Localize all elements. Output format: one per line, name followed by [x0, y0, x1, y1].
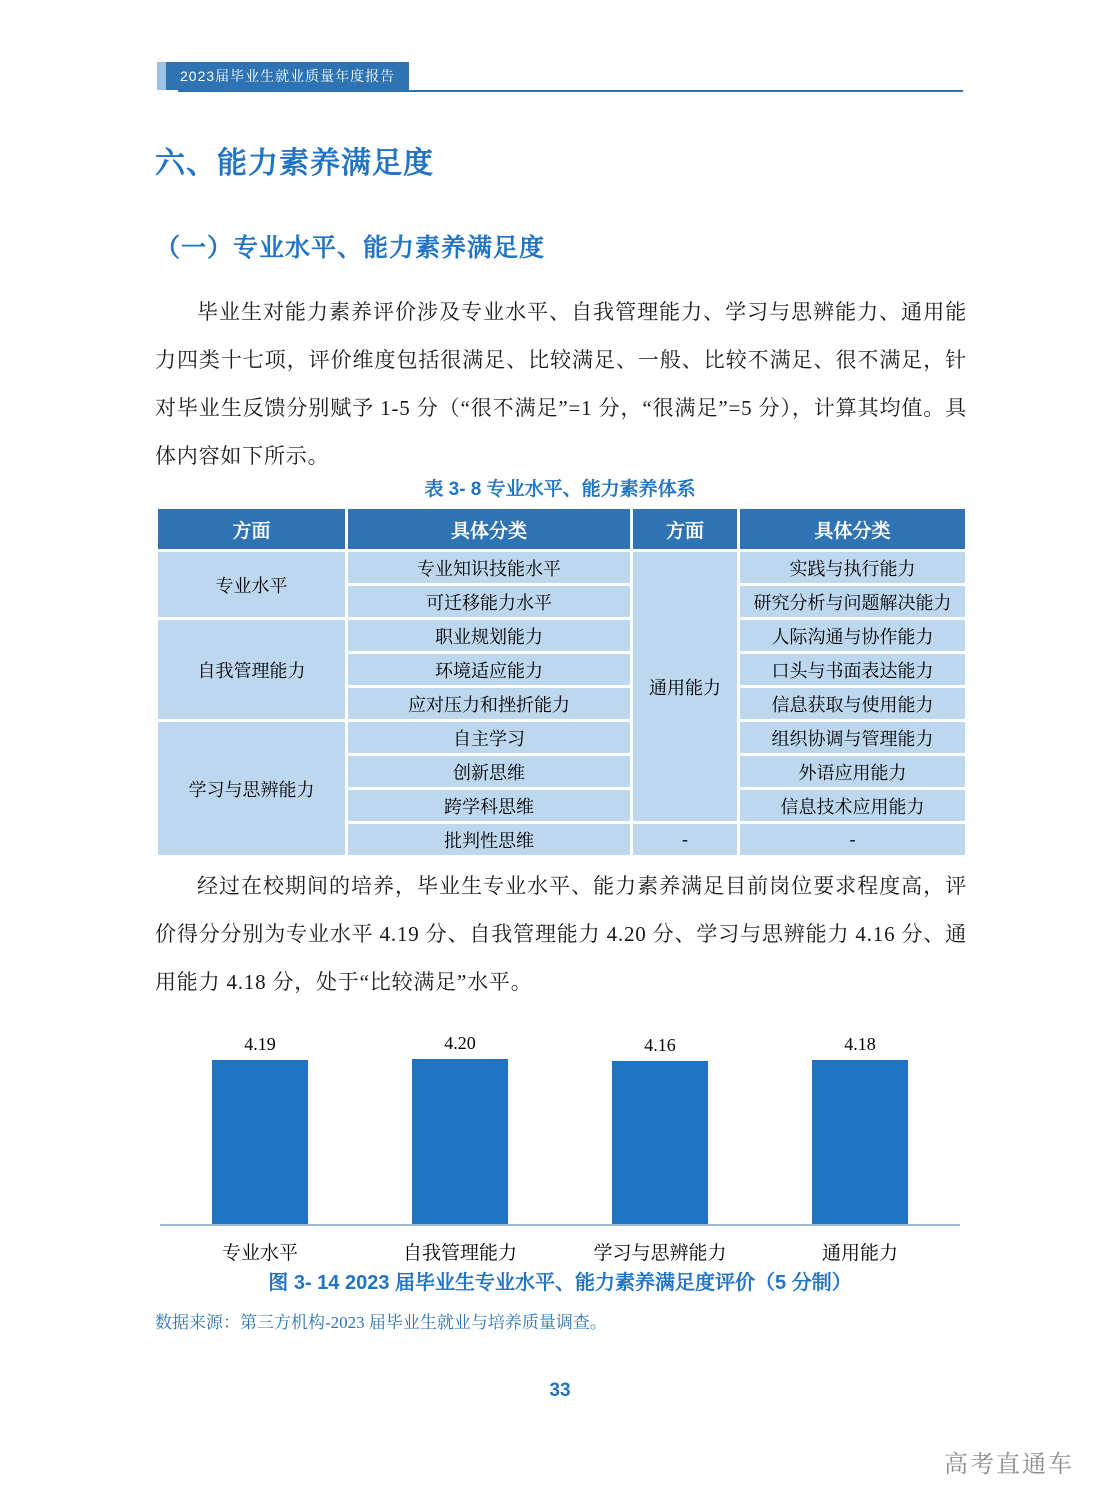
figure-caption: 图 3- 14 2023 届毕业生专业水平、能力素养满足度评价（5 分制） — [268, 1272, 852, 1294]
paragraph-results: 经过在校期间的培养，毕业生专业水平、能力素养满足目前岗位要求程度高，评价得分分别为专业水平 4.19 分、自我管理能力 4.20 分、学习与思辨能力 4.16 分、通用能力 4.18 分，处于“比较满足”水平。 — [155, 874, 967, 994]
page-header — [157, 62, 409, 90]
bar — [612, 1061, 708, 1224]
item-cell: 专业知识技能水平 — [347, 551, 632, 585]
chart-plot — [160, 1028, 960, 1226]
item-cell: 信息技术应用能力 — [739, 789, 967, 823]
table-header-row — [157, 508, 967, 551]
bar-value-label: 4.19 — [244, 1034, 276, 1054]
bar-value-label: 4.18 — [844, 1034, 876, 1054]
report-title-badge: 2023届毕业生就业质量年度报告 — [166, 62, 409, 90]
item-cell: - — [739, 823, 967, 857]
source-note: 数据来源：第三方机构-2023 届毕业生就业与培养质量调查。 — [155, 1313, 607, 1332]
bar-value-label: 4.20 — [444, 1033, 476, 1053]
item-cell: 创新思维 — [347, 755, 632, 789]
table-title: 表 3- 8 专业水平、能力素养体系 — [424, 479, 696, 500]
chart-labels — [160, 1238, 960, 1265]
item-cell: 环境适应能力 — [347, 653, 632, 687]
item-cell: 跨学科思维 — [347, 789, 632, 823]
header-accent-bar — [157, 62, 166, 90]
column-header-aspect-left: 方面 — [157, 508, 347, 551]
table-row — [157, 721, 967, 755]
capability-table — [155, 506, 968, 858]
header-rule — [178, 90, 963, 92]
column-header-aspect-right: 方面 — [632, 508, 739, 551]
item-cell: 研究分析与问题解决能力 — [739, 585, 967, 619]
item-cell: 信息获取与使用能力 — [739, 687, 967, 721]
bar-chart — [160, 1028, 960, 1265]
item-cell: 应对压力和挫折能力 — [347, 687, 632, 721]
bar-slot — [160, 1034, 360, 1224]
item-cell: 外语应用能力 — [739, 755, 967, 789]
subsection-title: （一）专业水平、能力素养满足度 — [155, 234, 546, 262]
item-cell: 实践与执行能力 — [739, 551, 967, 585]
bar — [212, 1060, 308, 1224]
bar-category-label: 通用能力 — [821, 1243, 898, 1264]
aspect-cell: 通用能力 — [632, 551, 739, 823]
bar-category-label: 学习与思辨能力 — [593, 1243, 727, 1264]
paragraph-intro: 毕业生对能力素养评价涉及专业水平、自我管理能力、学习与思辨能力、通用能力四类十七项，评价维度包括很满足、比较满足、一般、比较不满足、很不满足，针对毕业生反馈分别赋予 1-5 分（“很不满足”=1 分，“很满足”=5 分），计算其均值。具体内容如下所示。 — [155, 300, 967, 468]
bar — [412, 1059, 508, 1224]
item-cell: 人际沟通与协作能力 — [739, 619, 967, 653]
aspect-cell: 专业水平 — [157, 551, 347, 619]
bar-slot — [360, 1033, 560, 1224]
item-cell: 口头与书面表达能力 — [739, 653, 967, 687]
table-row — [157, 619, 967, 653]
item-cell: 自主学习 — [347, 721, 632, 755]
page-number: 33 — [549, 1380, 571, 1401]
bar-value-label: 4.16 — [644, 1035, 676, 1055]
column-header-category-right: 具体分类 — [739, 508, 967, 551]
aspect-cell: 学习与思辨能力 — [157, 721, 347, 857]
item-cell: 可迁移能力水平 — [347, 585, 632, 619]
item-cell: 职业规划能力 — [347, 619, 632, 653]
bar-slot — [560, 1035, 760, 1224]
bar-category-label: 专业水平 — [221, 1243, 298, 1264]
column-header-category-left: 具体分类 — [347, 508, 632, 551]
section-title: 六、能力素养满足度 — [155, 147, 434, 180]
aspect-cell: 自我管理能力 — [157, 619, 347, 721]
bar-slot — [760, 1034, 960, 1224]
table-row — [157, 551, 967, 585]
bar-category-label: 自我管理能力 — [402, 1243, 517, 1264]
aspect-cell: - — [632, 823, 739, 857]
item-cell: 批判性思维 — [347, 823, 632, 857]
bar — [812, 1060, 908, 1224]
item-cell: 组织协调与管理能力 — [739, 721, 967, 755]
watermark: 高考直通车 — [944, 1451, 1074, 1478]
